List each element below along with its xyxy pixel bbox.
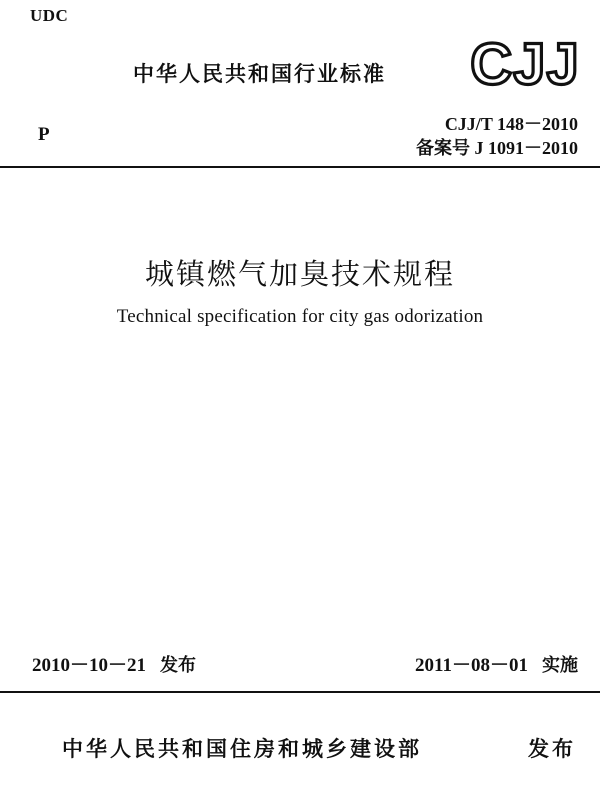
issue-label: 发布 [160, 655, 197, 676]
implement-date-line [415, 650, 578, 677]
publish-action: 发布 [528, 737, 576, 761]
title-chinese: 城镇燃气加臭技术规程 [144, 257, 455, 291]
cjj-logo [470, 32, 580, 94]
implement-label: 实施 [542, 655, 578, 676]
standard-type-heading: 中华人民共和国行业标准 [133, 62, 386, 86]
udc-label: UDC [30, 6, 69, 25]
implement-date: 2011－08－01 [415, 655, 528, 676]
bottom-divider [0, 691, 600, 693]
publisher-name: 中华人民共和国住房和城乡建设部 [62, 737, 422, 761]
issue-date-line [32, 650, 196, 677]
standard-code: CJJ/T 148－2010 [444, 114, 578, 134]
issue-date: 2010－10－21 [32, 655, 147, 676]
top-divider [0, 166, 600, 168]
record-code: 备案号 J 1091－2010 [416, 138, 578, 158]
title-english: Technical specification for city gas odorization [116, 306, 484, 327]
logo-lettering: CJJ [470, 32, 580, 94]
classification-letter: P [38, 124, 50, 145]
